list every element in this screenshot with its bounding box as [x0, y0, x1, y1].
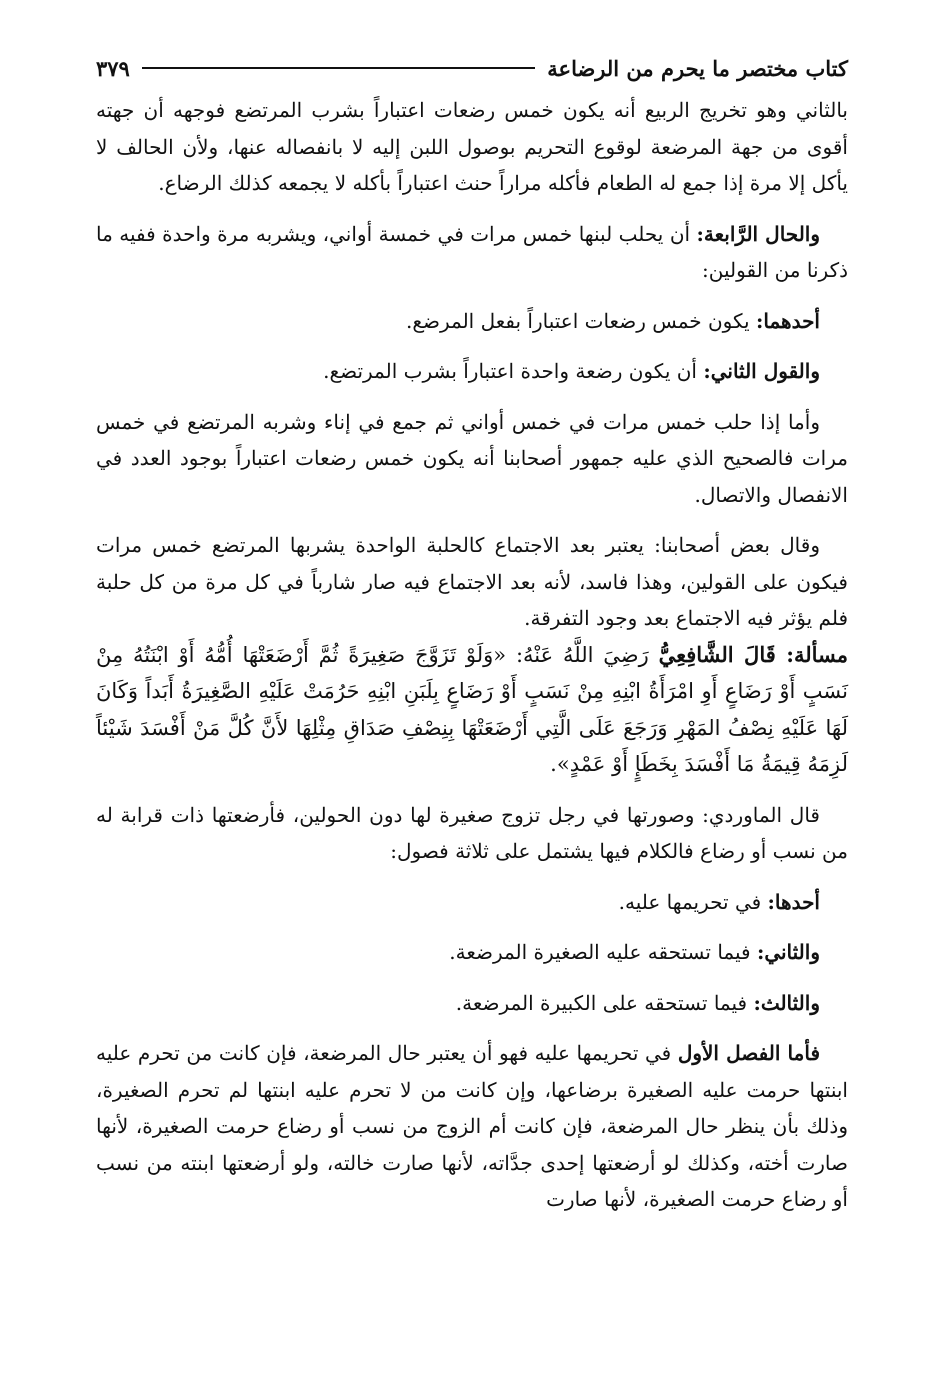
page-body — [96, 92, 848, 1218]
paragraph-text: قال الماوردي: وصورتها في رجل تزوج صغيرة لها دون الحولين، فأرضعتها ذات قرابة له من نسب أو رضاع فالكلام فيها يشتمل على ثلاثة فصول: — [96, 802, 848, 863]
paragraph-text: أن يحلب لبنها خمس مرات في خمسة أواني، ويشربه مرة واحدة ففيه ما ذكرنا من القولين: — [96, 221, 848, 282]
masala-paragraph — [96, 637, 848, 783]
book-title: كتاب مختصر ما يحرم من الرضاعة — [547, 55, 848, 81]
paragraph — [96, 92, 848, 202]
running-header — [96, 52, 848, 84]
item-label: أحدها: — [767, 889, 820, 914]
paragraph-text: بالثاني وهو تخريج الربيع أنه يكون خمس رضعات اعتباراً بشرب المرتضع فوجهه أن جهته أقوى من جهة المرضعة لوقوع التحريم بوصول اللبن إليه لا بانفصاله عنها، ولأن الحالف لا يأكل إلا مرة إذا جمع له الطعام فأكله مراراً حنث اعتباراً بأكله لا يجمعه كذلك الرضاع. — [96, 98, 848, 195]
paragraph-label: فأما الفصل الأول — [677, 1041, 821, 1065]
list-item — [96, 353, 848, 390]
item-label: أحدهما: — [755, 308, 820, 333]
item-text: فيما تستحقه عليه الصغيرة المرضعة. — [449, 940, 751, 964]
paragraph-text: وأما إذا حلب خمس مرات في خمس أواني ثم جمع في إناء وشربه المرتضع في خمس مرات فالصحيح الذي عليه جمهور أصحابنا أنه يكون خمس رضعات اعتباراً بوجود العدد في الانفصال والاتصال. — [96, 409, 848, 507]
masala-text: رَضِيَ اللَّهُ عَنْهُ: «وَلَوْ تَزَوَّجَ صَغِيرَةً ثُمَّ أَرْضَعَتْهَا أُمُّهُ أَوْ ابْنَتُهُ مِنْ نَسَبٍ أَوْ رَضَاعٍ أَوِ امْرَأَةُ ابْنِهِ مِنْ نَسَبٍ أَوْ رَضَاعٍ بِلَبَنِ ابْنِهِ حَرُمَتْ عَلَيْهِ الصَّغِيرَةُ أَبَداً وَكَانَ لَهَا عَلَيْهِ نِصْفُ المَهْرِ وَرَجَعَ عَلَى الَّتِي أَرْضَعَتْهَا بِنِصْفِ صَدَاقِ مِثْلِهَا لأَنَّ كُلَّ مَنْ أَفْسَدَ شَيْئاً لَزِمَهُ قِيمَةُ مَا أَفْسَدَ بِخَطَإٍ أَوْ عَمْدٍ». — [96, 642, 848, 776]
paragraph-text: في تحريمها عليه فهو أن يعتبر حال المرضعة، فإن كانت من تحرم عليه ابنتها حرمت عليه الصغيرة برضاعها، وإن كانت من لا تحرم عليه ابنتها لم تحرم الصغيرة، وذلك بأن ينظر حال المرضعة، فإن كانت أم الزوج من نسب أو رضاع حرمت الصغيرة، لأنها صارت أخته، وكذلك لو أرضعتها إحدى جدَّاته، لأنها صارت خالته، ولو أرضعتها ابنته من نسب أو رضاع حرمت الصغيرة، لأنها صارت — [96, 1041, 848, 1211]
item-text: يكون خمس رضعات اعتباراً بفعل المرضع. — [405, 308, 750, 333]
paragraph — [96, 404, 848, 514]
list-item — [96, 934, 848, 971]
paragraph — [96, 1035, 848, 1218]
paragraph-text: وقال بعض أصحابنا: يعتبر بعد الاجتماع كالحلبة الواحدة يشربها المرتضع خمس مرات فيكون على القولين، وهذا فاسد، لأنه بعد الاجتماع فيه صار شارباً في كل مرة من كل حلبة فلم يؤثر فيه الاجتماع بعد وجود التفرقة. — [96, 533, 848, 630]
paragraph — [96, 527, 848, 637]
item-label: والثاني: — [756, 940, 820, 964]
list-item — [96, 303, 848, 340]
paragraph-label: والحال الرَّابعة: — [696, 221, 821, 246]
list-item — [96, 884, 848, 921]
paragraph — [96, 216, 848, 289]
item-label: والثالث: — [753, 990, 820, 1015]
list-item — [96, 985, 848, 1022]
masala-label: مسألة: قَالَ الشَّافِعِيُّ — [658, 641, 848, 667]
item-text: فيما تستحقه على الكبيرة المرضعة. — [455, 990, 748, 1015]
item-text: أن يكون رضعة واحدة اعتباراً بشرب المرتضع. — [323, 359, 697, 383]
paragraph — [96, 797, 848, 870]
header-rule — [142, 67, 535, 69]
item-text: في تحريمها عليه. — [618, 889, 762, 914]
page-number: ٣٧٩ — [96, 55, 130, 81]
item-label: والقول الثاني: — [703, 359, 820, 383]
